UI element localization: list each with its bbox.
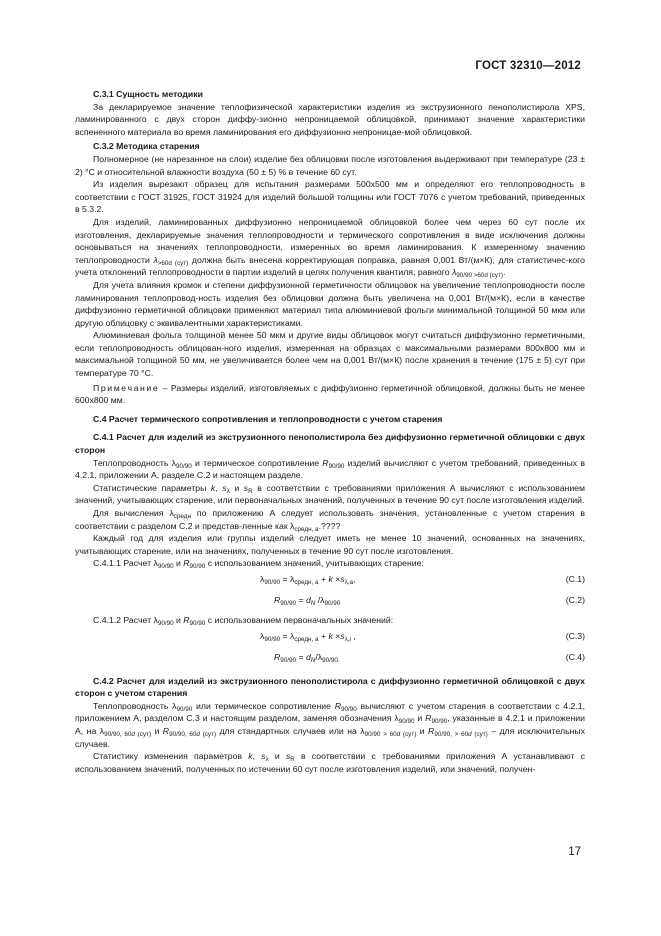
section-c4-title: С.4 Расчет термического сопротивления и теплопроводности с учетом старения bbox=[93, 413, 443, 424]
section-c32-title: С.3.2 Методика старения bbox=[93, 141, 200, 152]
section-c42-p2: Статистику изменения параметров k, $s_\lambda$ и $s_R$ в соответствии с требованиями приложения А устанавливают с использованием значений, полученных по истечении 60 сут после изготовления изделий, или значений, получен- bbox=[75, 751, 585, 774]
formula-c1-expression: $\lambda_{90/90} = \lambda_{средн, a} + k \times s_{\lambda,a}$, bbox=[260, 573, 356, 586]
formula-c3 bbox=[75, 627, 585, 648]
section-c32-p5: Алюминиевая фольга толщиной менее 50 мкм и другие виды облицовок могут считаться диффузионно герметичными, если теплопроводность облицован-ного изделия, измеренная на образцах с максимальными размерами 800х800 мм и максимальной толщиной 50 мм, не увеличивается более чем на 0,001 Вт/(м×К) после хранения в течение (175 ± 5) сут при температуре 70 °С. bbox=[75, 330, 585, 379]
page-number: 17 bbox=[568, 846, 581, 858]
section-c412: С.4.1.2 Расчет $\lambda_{90/90}$ и $R_{90/90}$ с использованием первоначальных значений: bbox=[93, 614, 394, 627]
standard-header: ГОСТ 32310—2012 bbox=[475, 60, 581, 72]
formula-c1 bbox=[75, 570, 585, 591]
section-c41-p3: Для вычисления $\lambda_{средн}$ по приложению А следует использовать значения, установленные с учетом старения в соответствии с разделом С.2 и представ-ленные как $\lambda_{средн, a}$.???? bbox=[75, 508, 586, 533]
section-c32-p1: Полномерное (не нарезанное на слои) изделие без облицовки после изготовления выдерживают при температуре (23 ± 2) °С и относительной влажности воздуха (50 ± 5) % в течение 60 сут. bbox=[75, 153, 585, 177]
formula-c4-number: (С.4) bbox=[565, 651, 585, 662]
section-c31-text: За декларируемое значение теплофизической характеристики изделия из экструзионного пенополистирола XPS, ламинированного с двух сторон диффу-зионно непроницаемой облицовкой, принимают значение характеристики вспененного материала во время ламинирования его диффузионно непроницае-мой облицовкой. bbox=[75, 101, 585, 137]
formula-c2-expression: $R_{90/90} = d_N$ $/\lambda_{90/90}$ bbox=[274, 594, 341, 607]
section-c41-p4: Каждый год для изделия или группы изделий следует иметь не менее 10 значений, основанных на значениях, учитывающих старение, или на значениях, полученных в течение 90 сут после изготовления. bbox=[75, 533, 585, 556]
section-c32-p3: Для изделий, ламинированных диффузионно непроницаемой облицовкой более чем через 60 сут после их изготовления, декларируемые значения теплопроводности и термического сопротивления в виде исключения должны основываться на значениях теплопроводности, измеренных во время ламинирования. К измеренному значению теплопроводности $\lambda_{>60d (сут)}$ должна быть внесена корректирующая поправка, равная 0,001 Вт/(м×К), для статистичес-кого учета отклонений теплопроводности в партии изделий в целях получения квантиля, равного $\lambda_{90/90 >60d (сут)}$. bbox=[75, 216, 585, 280]
note: Примечание – Размеры изделий, изготовляемых с диффузионно герметичной облицовкой, должны быть не менее 600х800 мм. bbox=[75, 382, 585, 406]
section-c41-title: С.4.1 Расчет для изделий из экструзионного пенополистирола без диффузионно герметичной облицовки с двух сторон bbox=[75, 432, 585, 456]
section-c42-title: С.4.2 Расчет для изделий из экструзионного пенополистирола с диффузионно герметичной облицовкой с двух сторон с учетом старения bbox=[75, 675, 585, 699]
formula-c2 bbox=[75, 591, 585, 612]
section-c32-p2: Из изделия вырезают образец для испытания размерами 500х500 мм и определяют его теплопроводность в соответствии с ГОСТ 31925, ГОСТ 31924 для изделий большой толщины или ГОСТ 7076 с учетом требований, приведенных в 5.3.2. bbox=[75, 179, 585, 215]
section-c31-title: С.3.1 Сущность методики bbox=[93, 89, 203, 99]
section-c41-p2: Статистические параметры k, $s_\lambda$ и $s_R$ в соответствии с требованиями приложения А вычисляют с использованием значений, учитывающих старение, или первоначальных значений, полученных в течение 90 сут после изготовления изделий. bbox=[75, 482, 585, 506]
formula-c2-number: (С.2) bbox=[565, 594, 585, 605]
formula-c4-expression: $R_{90/90} = d_N/\lambda_{90/90.}$ bbox=[274, 651, 340, 664]
note-label: Примечание bbox=[93, 382, 160, 393]
section-c32-p4: Для учета влияния кромок и степени диффузионной герметичности облицовок на увеличение теплопроводности после ламинирования теплопровод-ность изделия без облицовки должна быть увеличена на 0,001 Вт/(м×К), если в качестве диффузионно герметичной облицовки применяют материал типа алюминиевой фольги минимальной толщиной 50 мкм или другую облицовку с эквивалентными характеристиками. bbox=[75, 279, 585, 328]
formula-c4 bbox=[75, 648, 585, 669]
formula-c1-number: (С.1) bbox=[565, 573, 585, 584]
document-body bbox=[75, 86, 585, 775]
section-c41-p1: Теплопроводность $\lambda_{90/90}$ и термическое сопротивление $R_{90/90}$ изделий вычисляют с учетом требований, приведенных в 4.2.1, приложении А, разделе С.2 и настоящем разделе. bbox=[75, 457, 585, 481]
formula-c3-number: (С.3) bbox=[565, 630, 585, 641]
formula-c3-expression: $\lambda_{90/90} = \lambda_{средн, a} + k \times s_{\lambda,i}$ , bbox=[260, 630, 356, 643]
section-c411: С.4.1.1 Расчет $\lambda_{90/90}$ и $R_{90/90}$ с использованием значений, учитывающих старение: bbox=[93, 558, 424, 571]
section-c42-p1: Теплопроводность $\lambda_{90/90}$ или термическое сопротивление $R_{90/90}$ вычисляют с учетом старения в соответствии с 4.2.1, приложением А, разделом С.3 и настоящим разделом, заменяя обозначения $\lambda_{90/90}$ и $R_{90/90}$, указанные в 4.2.1 и приложении А, на $\lambda_{90/90, 60d (сут)}$ и $R_{90/90, 60d (сут)}$ для стандартных случаев или на $\lambda_{90/90 > 60d (сут)}$ и $R_{90/90, > 60d (сут)}$ – для исключительных случаев. bbox=[75, 700, 586, 749]
